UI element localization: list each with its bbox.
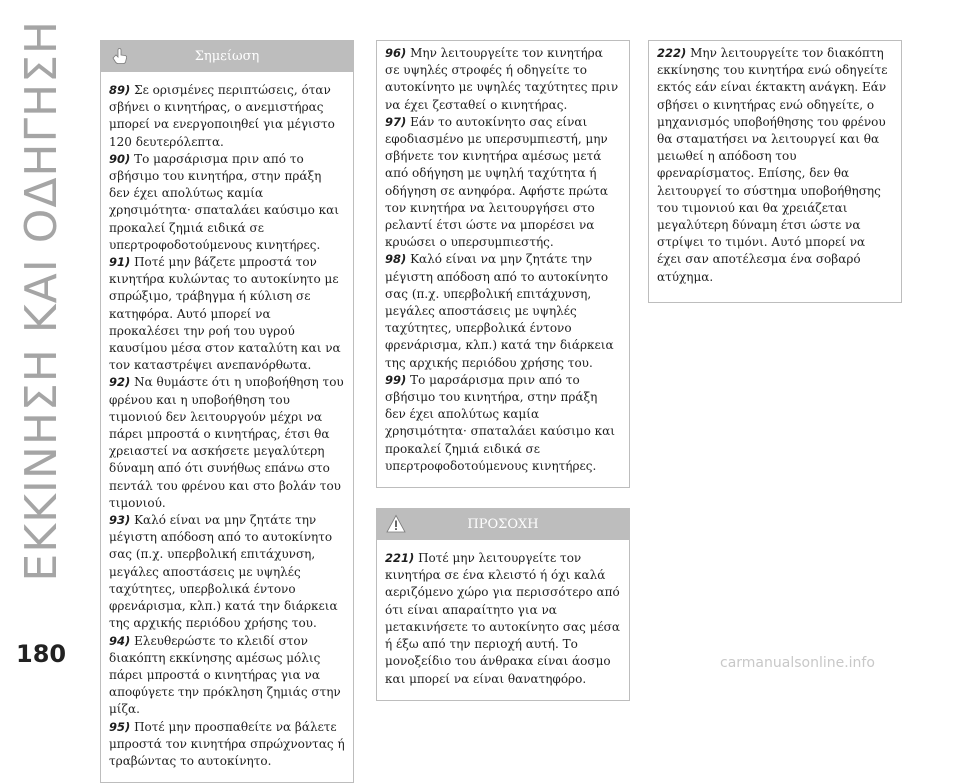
- note-item-91: 91) Ποτέ μην βάζετε μπροστά τον κινητήρα κυλώντας το αυτοκίνητο με σπρώξιμο, τράβηγμα ή κύλιση σε κατηφόρα. Αυτό μπορεί να προκαλέσει την ροή του υγρού καυσίμου μέσα στον καταλύτη και να τον καταστρέψει ανεπανόρθωτα.: [109, 255, 341, 373]
- note-item-93: 93) Καλό είναι να μην ζητάτε την μέγιστη απόδοση από το αυτοκίνητο σας (π.χ. υπερβολική επιτάχυνση, μεγάλες αποστάσεις με υψηλές ταχύτητες, υπερβολικά έντονο φρενάρισμα, κλπ.) κατά την διάρκεια της αρχικής περιόδου χρήσης του.: [109, 513, 338, 631]
- note-continued-body: [376, 40, 630, 488]
- chapter-title-text: ΕΚΚΙΝΗΣΗ ΚΑΙ ΟΔΗΓΗΣΗ: [15, 20, 67, 582]
- warning-box: [376, 508, 630, 701]
- note-item-97: 97) Εάν το αυτοκίνητο σας είναι εφοδιασμένο με υπερσυμπιεστή, μην σβήνετε τον κινητήρα αμέσως μετά από οδήγηση με υψηλή ταχύτητα ή οδήγηση σε ανηφόρα. Αφήστε πρώτα τον κινητήρα να λειτουργήσει στο ρελαντί έτσι ώστε να μπορέσει να κρυώσει ο υπερσυμπιεστής.: [385, 114, 609, 250]
- note-item-98: 98) Καλό είναι να μην ζητάτε την μέγιστη απόδοση από το αυτοκίνητο σας (π.χ. υπερβολική επιτάχυνση, μεγάλες αποστάσεις με υψηλές ταχύτητες, υπερβολικά έντονο φρενάρισμα, κλπ.) κατά την διάρκεια της αρχικής περιόδου χρήσης του.: [385, 252, 614, 370]
- note-item-99: 99) Το μαρσάρισμα πριν από το σβήσιμο του κινητήρα, στην πράξη δεν έχει απολύτως καμία χρησιμότητα· σπαταλάει καύσιμο και προκαλεί ζημιά ειδικά σε υπερτροφοδοτούμενους κινητήρες.: [385, 372, 615, 473]
- warning-box-header: [376, 508, 630, 540]
- note-item-89: 89) Σε ορισμένες περιπτώσεις, όταν σβήνει ο κινητήρας, ο ανεμιστήρας μπορεί να ενεργοποιηθεί για μέγιστο 120 δευτερόλεπτα.: [109, 83, 335, 149]
- note-item-92: 92) Να θυμάστε ότι η υποβοήθηση του φρένου και η υποβοήθηση του τιμονιού δεν λειτουργούν μέχρι να πάρει μπροστά ο κινητήρας, έτσι θα χρειαστεί να ασκήσετε μεγαλύτερη δύναμη από ότι συνήθως επάνω στο πεντάλ του φρένου και στο βολάν του τιμονιού.: [109, 375, 344, 510]
- note-box-header: [100, 40, 354, 72]
- hand-pointer-icon: [110, 46, 130, 66]
- middle-column: [376, 40, 630, 701]
- warning-box-title: ΠΡΟΣΟΧΗ: [467, 516, 539, 532]
- warning-item-221: 221) Ποτέ μην λειτουργείτε τον κινητήρα σε ένα κλειστό ή όχι καλά αεριζόμενο χώρο για περισσότερο από ότι είναι απαραίτητο για να μετακινήσετε το αυτοκίνητο σας μέσα ή έξω από την περιοχή αυτή. Το μονοξείδιο του άνθρακα είναι άοσμο και μπορεί να είναι θανατηφόρο.: [385, 551, 620, 686]
- note-item-96: 96) Μην λειτουργείτε τον κινητήρα σε υψηλές στροφές ή οδηγείτε το αυτοκίνητο με υψηλές ταχύτητες πριν να έχει ζεσταθεί ο κινητήρας.: [385, 46, 619, 112]
- note-item-90: 90) Το μαρσάρισμα πριν από το σβήσιμο του κινητήρα, στην πράξη δεν έχει απολύτως καμία χρησιμότητα· σπαταλάει καύσιμο και προκαλεί ζημιά ειδικά σε υπερτροφοδοτούμενους κινητήρες.: [109, 151, 339, 252]
- chapter-title: [6, 20, 76, 620]
- warning-item-222: 222) Μην λειτουργείτε τον διακόπτη εκκίνησης του κινητήρα ενώ οδηγείτε εκτός εάν είναι έκτακτη ανάγκη. Εάν σβήσει ο κινητήρας ενώ οδηγείτε, ο μηχανισμός υποβοήθησης του φρένου θα σταματήσει να λειτουργεί και θα μειωθεί η απόδοση του φρεναρίσματος. Επίσης, δεν θα λειτουργεί το σύστημα υποβοήθησης του τιμονιού και θα χρειάζεται μεγαλύτερη δύναμη έτσι ώστε να στρίψει το τιμόνι. Αυτό μπορεί να έχει σαν αποτέλεσμα ένα σοβαρό ατύχημα.: [657, 46, 888, 284]
- note-item-94: 94) Ελευθερώστε το κλειδί στον διακόπτη εκκίνησης αμέσως μόλις πάρει μπροστά ο κινητήρας για να αποφύγετε την πρόκληση ζημιάς στην μίζα.: [109, 633, 341, 717]
- note-box-body: [100, 72, 354, 783]
- note-box-title: Σημείωση: [194, 48, 260, 64]
- right-column: [648, 40, 902, 303]
- note-item-95: 95) Ποτέ μην προσπαθείτε να βάλετε μπροστά τον κινητήρα σπρώχνοντας ή τραβώντας το αυτοκίνητο.: [109, 719, 345, 768]
- page-number: 180: [16, 640, 67, 668]
- warning-box-body: [376, 540, 630, 701]
- footer-url: carmanualsonline.info: [720, 655, 875, 671]
- warning-continued-body: [648, 40, 902, 303]
- warning-triangle-icon: [386, 514, 406, 534]
- note-box: [100, 40, 354, 783]
